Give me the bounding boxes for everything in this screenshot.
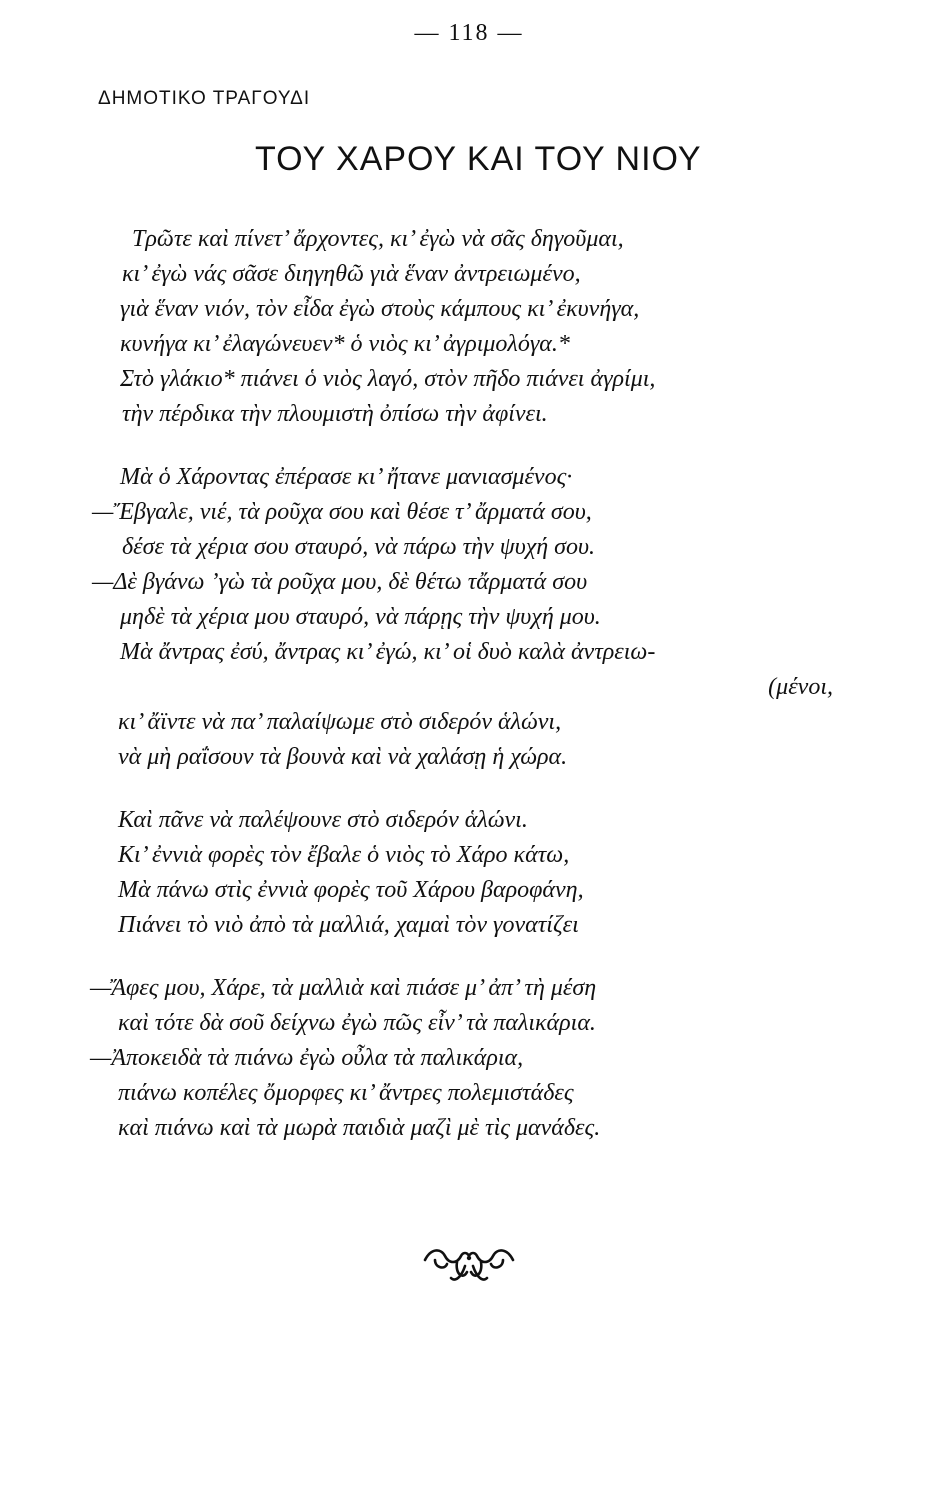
poem-line: —Ἀποκειδὰ τὰ πιάνω ἐγὼ οὖλα τὰ παλικάρια, (90, 1045, 524, 1071)
poem-line: κι’ ἄϊντε νὰ πα’ παλαίψωμε στὸ σιδερόν ἁλώνι, (118, 709, 562, 735)
poem-line: καὶ πιάνω καὶ τὰ μωρὰ παιδιὰ μαζὶ μὲ τὶς μανάδες. (118, 1115, 601, 1141)
poem-line: νὰ μὴ ραΐσουν τὰ βουνὰ καὶ νὰ χαλάσῃ ἡ χώρα. (118, 744, 568, 770)
page-number: — 118 — (414, 20, 524, 46)
poem-line: Μὰ ἄντρας ἐσύ, ἄντρας κι’ ἐγώ, κι’ οἱ δυὸ καλὰ ἀντρειω- (120, 639, 656, 665)
stanza-4 (0, 971, 938, 1146)
poem-line: Κι’ ἐννιὰ φορὲς τὸν ἔβαλε ὁ νιὸς τὸ Χάρο κάτω, (118, 842, 570, 868)
poem-line: Μὰ πάνω στὶς ἐννιὰ φορὲς τοῦ Χάρου βαροφάνη, (118, 877, 584, 903)
poem-line: Πιάνει τὸ νιὸ ἀπὸ τὰ μαλλιά, χαμαὶ τὸν γονατίζει (118, 912, 579, 938)
poem-line: —Ἔβγαλε, νιέ, τὰ ροῦχα σου καὶ θέσε τ’ ἄρματά σου, (92, 499, 592, 525)
poem-line: μηδὲ τὰ χέρια μου σταυρό, νὰ πάρῃς τὴν ψυχή μου. (120, 604, 601, 630)
poem-line: Καὶ πᾶνε νὰ παλέψουνε στὸ σιδερόν ἁλώνι. (118, 807, 528, 833)
poem-line: κυνήγα κι’ ἐλαγώνευεν* ὁ νιὸς κι’ ἀγριμολόγα.* (120, 331, 570, 357)
stanza-1 (0, 222, 938, 432)
poem-line: —Δὲ βγάνω ’γὼ τὰ ροῦχα μου, δὲ θέτω τἄρματά σου (92, 569, 588, 595)
poem-line: πιάνω κοπέλες ὄμορφες κι’ ἄντρες πολεμιστάδες (118, 1080, 574, 1106)
poem-line: δέσε τὰ χέρια σου σταυρό, νὰ πάρω τὴν ψυχή σου. (122, 534, 596, 560)
stanza-3 (0, 803, 938, 943)
poem-title: ΤΟΥ ΧΑΡΟΥ ΚΑΙ ΤΟΥ ΝΙΟΥ (255, 140, 702, 178)
poem-line: —Ἄφες μου, Χάρε, τὰ μαλλιὰ καὶ πιάσε μ’ ἀπ’ τὴ μέση (90, 975, 597, 1001)
floral-ornament-icon (421, 1238, 517, 1286)
poem-line: κι’ ἐγὼ νάς σᾶσε διηγηθῶ γιὰ ἕναν ἀντρειωμένο, (122, 261, 581, 287)
section-label: ΔΗΜΟΤΙΚΟ ΤΡΑΓΟΥΔΙ (98, 88, 311, 109)
poem-line: Τρῶτε καὶ πίνετ’ ἄρχοντες, κι’ ἐγὼ νὰ σᾶς δηγοῦμαι, (132, 226, 624, 252)
poem-line-continuation: (μένοι, (768, 674, 833, 700)
poem-line: τὴν πέρδικα τὴν πλουμιστὴ ὀπίσω τὴν ἀφίνει. (122, 401, 548, 427)
poem-line: Μὰ ὁ Χάροντας ἐπέρασε κι’ ἤτανε μανιασμένος· (120, 464, 573, 490)
poem-body (0, 222, 938, 1174)
poem-line: καὶ τότε δὰ σοῦ δείχνω ἐγὼ πῶς εἶν’ τὰ παλικάρια. (118, 1010, 596, 1036)
poem-line: γιὰ ἕναν νιόν, τὸν εἶδα ἐγὼ στοὺς κάμπους κι’ ἐκυνήγα, (120, 296, 640, 322)
stanza-2 (0, 460, 938, 775)
ornament (0, 1238, 938, 1291)
poem-line: Στὸ γλάκιο* πιάνει ὁ νιὸς λαγό, στὸν πῆδο πιάνει ἀγρίμι, (120, 366, 656, 392)
